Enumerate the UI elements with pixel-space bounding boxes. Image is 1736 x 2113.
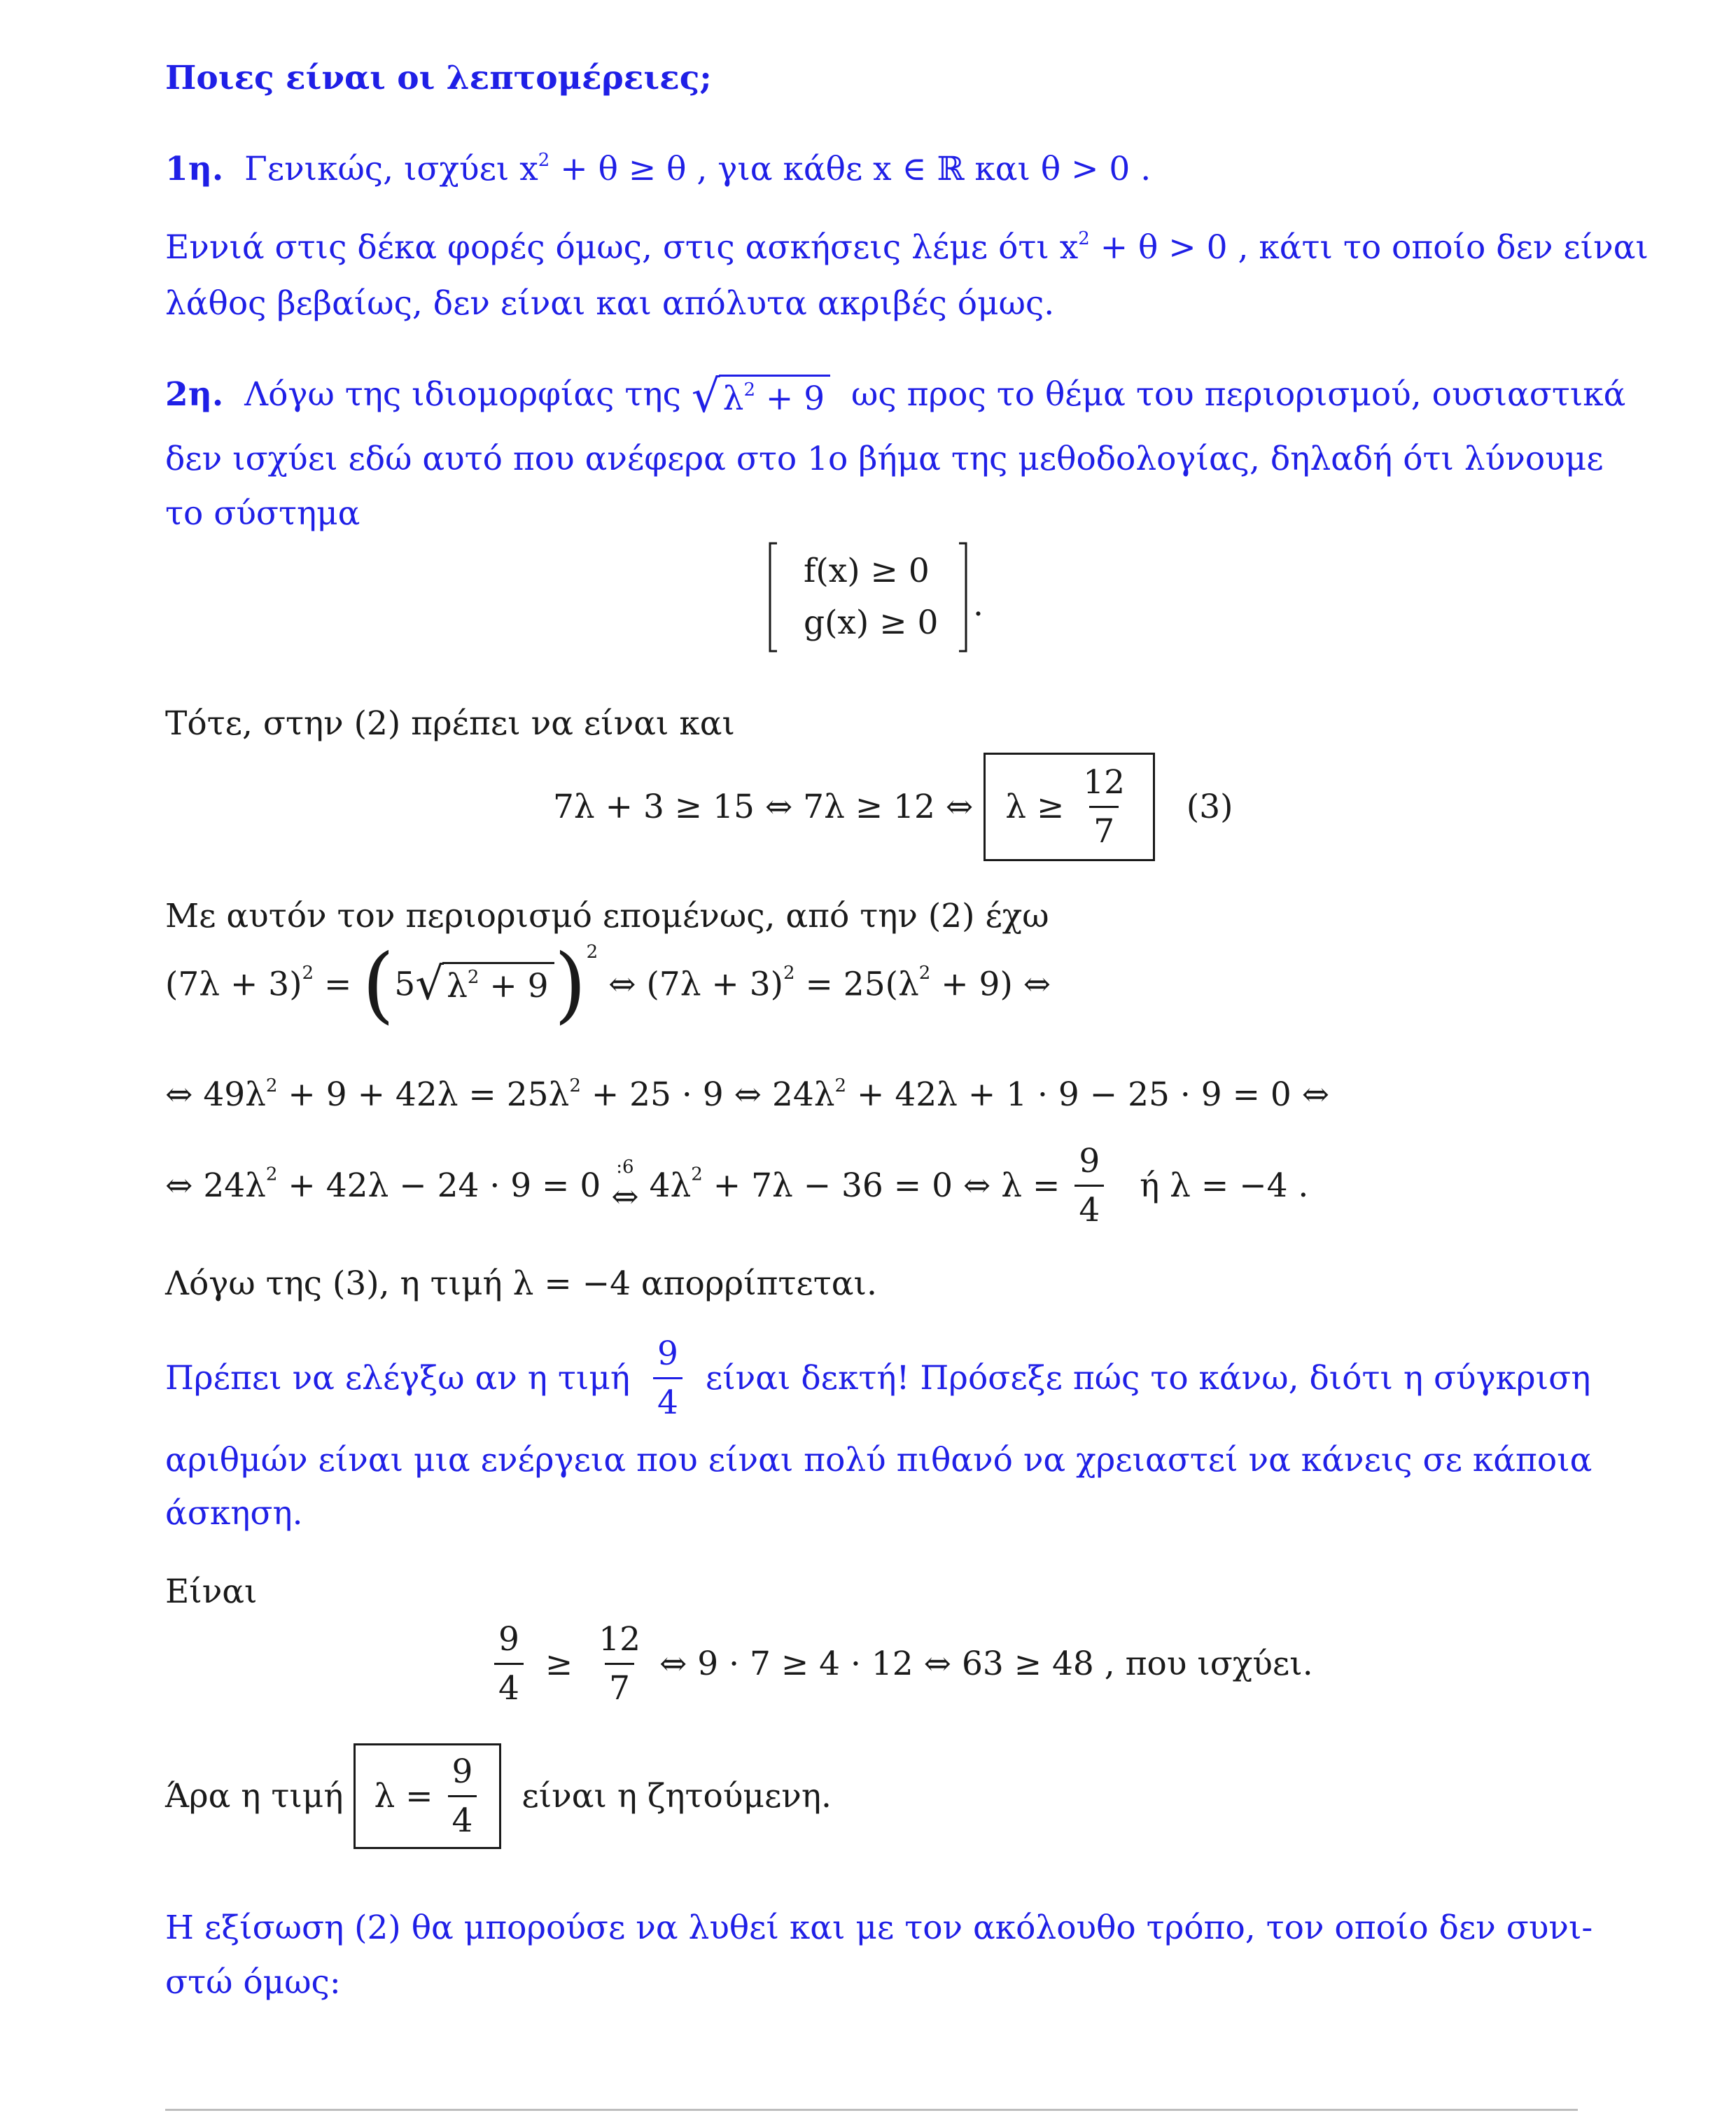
para-3-line-2: στώ όμως: [165,1963,341,2002]
para-2-line-3: άσκηση. [165,1494,303,1533]
eq3-left: 7λ + 3 ≥ 15 ⇔ 7λ ≥ 12 ⇔ [553,788,974,826]
is-text: Είναι [165,1572,258,1611]
equation-b: ⇔ $49\lambda^2 + 9 + 42\lambda = 25\lambda^2 + 25 \cdot 9$ ⇔ $24\lambda^2 + 42\lambda + 1 \cdot 9 - 25 \cdot 9 = 0$ ⇔ [165,1075,1330,1114]
note-1-label: 1η. [165,150,224,188]
boxed-inequality: λ ≥ $\frac{12}{7}$ [983,753,1155,861]
footer-divider [165,2109,1578,2111]
note-1: 1η. Γενικώς, ισχύει $x^2 + \theta \ge \theta$ , για κάθε x ∈ ℝ και θ > 0 . [165,150,1152,188]
system-row-2: g(x) ≥ 0 [804,604,939,642]
boxed-answer: λ = $\frac{9}{4}$ [354,1743,501,1849]
equation-d: $\frac{9}{4}$ ≥ $\frac{12}{7}$ ⇔ 9 · 7 ≥ 4 · 12 ⇔ 63 ≥ 48 , που ισχύει. [490,1623,1313,1705]
then-text: Τότε, στην (2) πρέπει να είναι και [165,704,735,743]
note-1-text-a: Γενικώς, ισχύει x [244,150,538,188]
equation-c: ⇔ $24\lambda^2 + 42\lambda - 24 \cdot 9 = 0$ :6 ⇔ $4\lambda^2 + 7\lambda - 36 = 0$ ⇔ λ = $\frac{9}{4}$ ή λ = −4 . [165,1142,1309,1229]
equation-a: $(7\lambda + 3)^2 = (5$ √ $\lambda^2 + 9$ )$^2$ ⇔ $(7\lambda + 3)^2 = 25(\lambda^2 + 9)$ ⇔ [165,935,1051,1033]
para-3-line-1: Η εξίσωση (2) θα μπορούσε να λυθεί και με τον ακόλουθο τρόπο, τον οποίο δεν συνι- [165,1909,1593,1947]
reject-text: Λόγω της (3), η τιμή λ = −4 απορρίπτεται. [165,1264,877,1303]
para-1-line-1: Εννιά στις δέκα φορές όμως, στις ασκήσεις λέμε ότι $x^2 + \theta > 0$ , κάτι το οποίο δεν είναι [165,228,1648,267]
eq3-tag: (3) [1186,788,1233,826]
note-2-line-3: το σύστημα [165,494,360,533]
para-1-line-2: λάθος βεβαίως, δεν είναι και απόλυτα ακριβές όμως. [165,284,1055,323]
note-2-line-2: δεν ισχύει εδώ αυτό που ανέφερα στο 1ο βήμα της μεθοδολογίας, δηλαδή ότι λύνουμε [165,440,1604,478]
note-2-label: 2η. [165,375,224,414]
note-2-line-1: 2η. Λόγω της ιδιομορφίας της √ $\lambda^2 + 9$ ως προς το θέμα του περιορισμού, ουσιαστικά [165,371,1626,423]
system-end: . [973,585,983,624]
system-row-1: f(x) ≥ 0 [804,552,930,590]
with-text: Με αυτόν τον περιορισμό επομένως, από την (2) έχω [165,897,1049,935]
page-title: Ποιες είναι οι λεπτομέρειες; [165,59,712,97]
note-1-text-b: + θ ≥ θ , για κάθε x ∈ ℝ και θ > 0 . [550,150,1152,188]
sqrt-expression: √ $\lambda^2 + 9$ [692,375,830,419]
para-2-line-1: Πρέπει να ελέγξω αν η τιμή $\frac{9}{4}$ είναι δεκτή! Πρόσεξε πώς το κάνω, διότι η σύγκριση [165,1334,1591,1422]
equation-3 [553,753,1233,861]
para-2-line-2: αριθμών είναι μια ενέργεια που είναι πολύ πιθανό να χρειαστεί να κάνεις σε κάποια [165,1441,1592,1479]
final-answer: Άρα η τιμή λ = $\frac{9}{4}$ είναι η ζητούμενη. [165,1743,832,1849]
